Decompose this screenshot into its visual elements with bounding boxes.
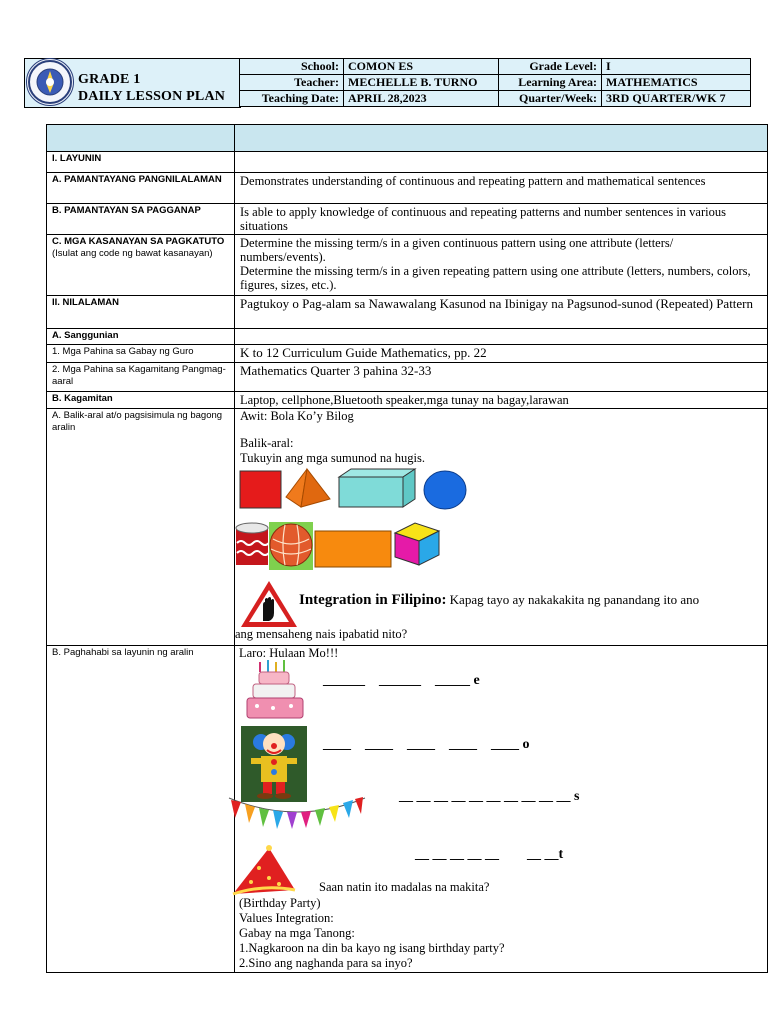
awit-text: Awit: Bola Ko’y Bilog [240, 409, 354, 423]
laro-text: Laro: Hulaan Mo!!! [239, 646, 339, 660]
balik-aral-label: A. Balik-aral at/o pagsisimula ng bagong aralin [47, 409, 235, 646]
birthday-answer: (Birthday Party) [239, 896, 321, 910]
grade-level-label: Grade Level: [499, 59, 602, 75]
quarter-week-label: Quarter/Week: [499, 91, 602, 107]
row-pamantayang-pangnilalaman [47, 173, 768, 204]
integration-text: Kapag tayo ay nakakakita ng panandang ito ano [449, 592, 700, 607]
party-hat-icon [229, 844, 299, 900]
kasanayan-text-1: Determine the missing term/s in a given continuous pattern using one attribute (letters/ numbers/events). [240, 236, 674, 264]
school-label: School: [240, 59, 344, 75]
question-2: 2.Sino ang naghanda para sa inyo? [239, 956, 413, 970]
values-integration: Values Integration: [239, 911, 334, 925]
sphere-ball-icon [269, 522, 313, 570]
gabay-tanong: Gabay na mga Tanong: [239, 926, 355, 940]
teaching-date-label: Teaching Date: [240, 91, 344, 107]
nilalaman-text: Pagtukoy o Pag-alam sa Nawawalang Kasunod na Ibinigay na Pagsunod-sunod (Repeated) Pattern [235, 296, 768, 329]
deped-seal-icon [26, 58, 74, 106]
tukuyin-text: Tukuyin ang mga sumunod na hugis. [240, 451, 425, 465]
quarter-week-value: 3RD QUARTER/WK 7 [602, 91, 751, 107]
gabay-label: 1. Mga Pahina sa Gabay ng Guro [47, 345, 235, 363]
pamantayang-label: A. PAMANTAYANG PANGNILALAMAN [47, 173, 235, 204]
table-head-right [235, 125, 768, 152]
cube-shape-icon [395, 523, 439, 565]
guess-blank-1: ______ ______ _____ e [323, 673, 480, 688]
row-sanggunian [47, 329, 768, 345]
guess-blank-2: ____ ____ ____ ____ ____ o [323, 737, 530, 752]
paghahabi-content [235, 646, 767, 972]
birthday-cake-icon [243, 660, 307, 722]
teacher-label: Teacher: [240, 75, 344, 91]
shapes-row-1 [239, 467, 471, 517]
row-layunin [47, 152, 768, 173]
learning-area-label: Learning Area: [499, 75, 602, 91]
cylinder-can-icon [236, 523, 269, 565]
integration-bold: Integration in Filipino: [299, 592, 447, 608]
grade-level-value: I [602, 59, 751, 75]
guess-blank-3: __ __ __ __ __ __ __ __ __ __ s [399, 789, 580, 804]
school-value: COMON ES [344, 59, 499, 75]
table-head-row [47, 125, 768, 152]
kagamitan-label: B. Kagamitan [47, 392, 235, 409]
clown-icon [241, 726, 307, 802]
kasanayan-label-cell [47, 235, 235, 296]
row-kasanayan [47, 235, 768, 296]
shapes-row-2 [235, 521, 445, 573]
guess-blank-4: __ __ __ __ __ __ __t [415, 847, 564, 862]
row-balik-aral [47, 409, 768, 646]
warning-sign-icon [239, 579, 299, 631]
kasanayan-text-2: Determine the missing term/s in a given repeating pattern using one attribute (letters, numbers, colors, figures, sizes, etc.). [240, 264, 751, 292]
row-paghahabi [47, 646, 768, 973]
kasanayan-note: (Isulat ang code ng bawat kasanayan) [52, 248, 213, 259]
paghahabi-label: B. Paghahabi sa layunin ng aralin [47, 646, 235, 973]
integration-line [299, 593, 699, 607]
teacher-value: MECHELLE B. TURNO [344, 75, 499, 91]
pyramid-shape-icon [286, 469, 330, 507]
question-1: 1.Nagkaroon na din ba kayo ng isang birthday party? [239, 941, 505, 955]
kasanayan-text-cell [235, 235, 768, 296]
rectangular-prism-icon [339, 469, 415, 507]
integration-continued: ang mensaheng nais ipabatid nito? [235, 627, 408, 641]
kasanayan-label: C. MGA KASANAYAN SA PAGKATUTO [52, 236, 225, 247]
saan-question: Saan natin ito madalas na makita? [319, 880, 490, 894]
sanggunian-label: A. Sanggunian [47, 329, 235, 345]
party-bunting-icon [227, 796, 367, 834]
balik-aral-heading: Balik-aral: [240, 436, 294, 450]
teaching-date-value: APRIL 28,2023 [344, 91, 499, 107]
pagganap-label: B. PAMANTAYAN SA PAGGANAP [47, 204, 235, 235]
pagganap-text: Is able to apply knowledge of continuous and repeating patterns and number sentences in various situations [235, 204, 768, 235]
nilalaman-label: II. NILALAMAN [47, 296, 235, 329]
row-pamantayan-sa-pagganap [47, 204, 768, 235]
kagamitan-text: Laptop, cellphone,Bluetooth speaker,mga tunay na bagay,larawan [235, 392, 768, 409]
row-nilalaman [47, 296, 768, 329]
square-shape-icon [240, 471, 281, 508]
gabay-text: K to 12 Curriculum Guide Mathematics, pp. 22 [235, 345, 768, 363]
rectangle-shape-icon [315, 531, 391, 567]
table-head-left [47, 125, 235, 152]
row-kagamitan [47, 392, 768, 409]
header-info-table [239, 58, 751, 107]
circle-shape-icon [424, 471, 466, 509]
lesson-plan-title: DAILY LESSON PLAN [78, 89, 226, 104]
kagamitang-label: 2. Mga Pahina sa Kagamitang Pangmag-aaral [47, 363, 235, 392]
grade-title: GRADE 1 [78, 72, 141, 87]
row-kagamitang-pangmag-aaral [47, 363, 768, 392]
kagamitang-text: Mathematics Quarter 3 pahina 32-33 [235, 363, 768, 392]
pamantayang-text: Demonstrates understanding of continuous and repeating pattern and mathematical sentences [235, 173, 768, 204]
learning-area-value: MATHEMATICS [602, 75, 751, 91]
balik-aral-content [235, 409, 767, 645]
lesson-plan-table [46, 124, 768, 973]
layunin-label: I. LAYUNIN [47, 152, 235, 173]
row-gabay-ng-guro [47, 345, 768, 363]
